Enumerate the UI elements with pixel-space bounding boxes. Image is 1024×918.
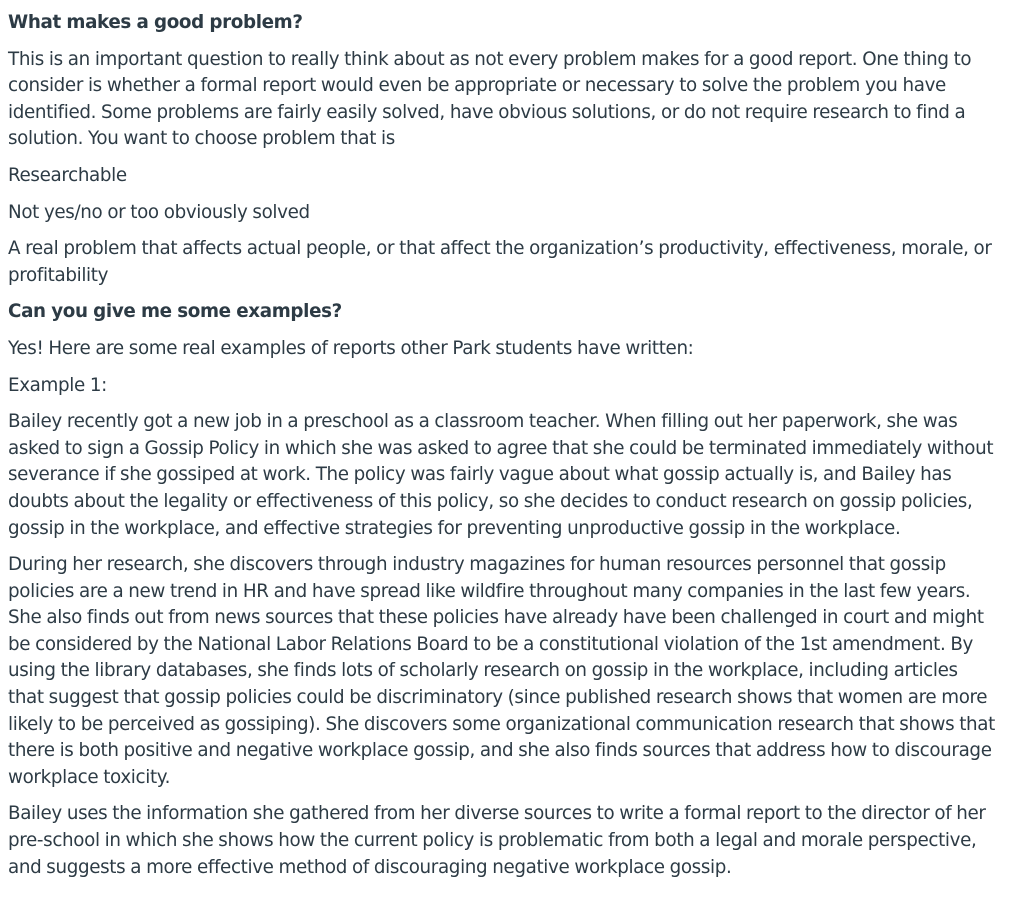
- heading-examples: Can you give me some examples?: [8, 301, 342, 323]
- examples-intro: Yes! Here are some real examples of reports other Park students have written:: [8, 337, 694, 359]
- heading-good-problem: What makes a good problem?: [8, 12, 303, 33]
- intro-paragraph: This is an important question to really think about as not every problem makes for a good report. One thing to consider is whether a formal report would even be appropriate or necessary to solve the problem you have identified. Some problems are fairly easily solved, have obvious solutions, or do not require research to find a solution. You want to choose problem that is: [8, 48, 972, 150]
- criterion-real-problem: A real problem that affects actual people, or that affect the organization’s productivity, effectiveness, morale, or profitability: [8, 238, 992, 286]
- example-paragraph-3: Bailey uses the information she gathered from her diverse sources to write a formal report to the director of her pre-school in which she shows how the current policy is problematic from both a legal and morale perspective, and suggests a more effective method of discouraging negative workplace gossip.: [8, 803, 986, 878]
- example-paragraph-1: Bailey recently got a new job in a preschool as a classroom teacher. When filling out her paperwork, she was asked to sign a Gossip Policy in which she was asked to agree that she could be terminated immediately without severance if she gossiped at work. The policy was fairly vague about what gossip actually is, and Bailey has doubts about the legality or effectiveness of this policy, so she decides to conduct research on gossip policies, gossip in the workplace, and effective strategies for preventing unproductive gossip in the workplace.: [8, 411, 994, 539]
- example-label: Example 1:: [8, 374, 107, 396]
- criterion-researchable: Researchable: [8, 164, 127, 186]
- example-paragraph-2: During her research, she discovers through industry magazines for human resources personnel that gossip policies are a new trend in HR and have spread like wildfire throughout many companies in the last few years. She also finds out from news sources that these policies have already have been challenged in court and might be considered by the National Labor Relations Board to be a constitutional violation of the 1st amendment. By using the library databases, she finds lots of scholarly research on gossip in the workplace, including articles that suggest that gossip policies could be discriminatory (since published research shows that women are more likely to be perceived as gossiping). She discovers some organizational communication research that shows that there is both positive and negative workplace gossip, and she also finds sources that address how to discourage workplace toxicity.: [8, 554, 995, 788]
- criterion-not-obvious: Not yes/no or too obviously solved: [8, 201, 310, 223]
